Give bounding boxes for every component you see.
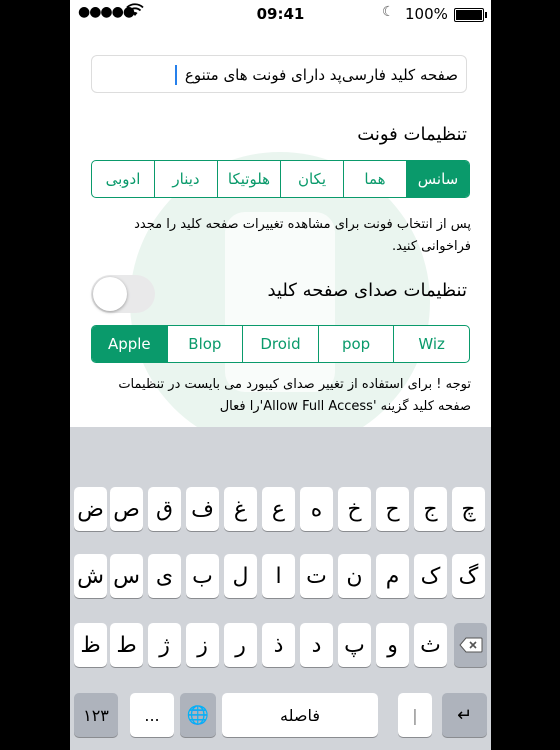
sound-note: توجه ! برای استفاده از تغییر صدای کیبورد می بایست در تنظیمات صفحه کلید گزینه 'Allow Full Access'را فعال	[118, 377, 471, 414]
globe-icon[interactable]: 🌐	[180, 693, 216, 737]
backspace-key[interactable]	[454, 623, 487, 667]
clock: 09:41	[256, 5, 305, 23]
battery-percent: 100%	[405, 5, 448, 23]
key[interactable]: ش	[74, 554, 107, 598]
key[interactable]: ف	[186, 487, 219, 531]
key[interactable]: خ	[338, 487, 371, 531]
status-bar	[70, 0, 491, 28]
key[interactable]: ن	[338, 554, 371, 598]
sound-settings-title: تنظیمات صدای صفحه کلید	[267, 280, 467, 301]
toggle-knob	[93, 277, 127, 311]
font-settings-title: تنظیمات فونت	[357, 124, 467, 145]
zwnj-key[interactable]: |	[398, 693, 432, 737]
font-option-helvetica[interactable]: هلوتیکا	[217, 161, 280, 197]
key[interactable]: پ	[338, 623, 371, 667]
key[interactable]: چ	[452, 487, 485, 531]
key[interactable]: گ	[452, 554, 485, 598]
text-input[interactable]: صفحه کلید فارسی‌پد دارای فونت های متنوع	[91, 55, 467, 93]
key[interactable]: ص	[110, 487, 143, 531]
sound-option-wiz[interactable]: Wiz	[418, 335, 445, 353]
key[interactable]: ت	[300, 554, 333, 598]
key[interactable]: ح	[376, 487, 409, 531]
space-key[interactable]: فاصله	[222, 693, 378, 737]
key[interactable]: ج	[414, 487, 447, 531]
keyboard-row-1	[70, 487, 491, 535]
dots-key[interactable]: ...	[130, 693, 174, 737]
persian-keyboard	[70, 427, 491, 750]
key[interactable]: و	[376, 623, 409, 667]
font-option-sans[interactable]: سانس	[406, 161, 469, 197]
key[interactable]: ل	[224, 554, 257, 598]
key[interactable]: ر	[224, 623, 257, 667]
key[interactable]: ژ	[148, 623, 181, 667]
key[interactable]: ظ	[74, 623, 107, 667]
key[interactable]: ع	[262, 487, 295, 531]
font-note: پس از انتخاب فونت برای مشاهده تغییرات صفحه کلید را مجدد فراخوانی کنید.	[134, 217, 471, 254]
key[interactable]: ه	[300, 487, 333, 531]
backspace-icon	[459, 637, 483, 653]
key[interactable]: ذ	[262, 623, 295, 667]
battery-icon	[454, 8, 484, 22]
key[interactable]: ض	[74, 487, 107, 531]
key[interactable]: ق	[148, 487, 181, 531]
phone-screen	[70, 0, 491, 750]
font-option-dinar[interactable]: دینار	[154, 161, 217, 197]
font-option-yekan[interactable]: یکان	[280, 161, 343, 197]
font-selector	[91, 160, 470, 198]
key[interactable]: غ	[224, 487, 257, 531]
key[interactable]: ک	[414, 554, 447, 598]
key[interactable]: ا	[262, 554, 295, 598]
key[interactable]: ب	[186, 554, 219, 598]
keyboard-row-2	[70, 554, 491, 602]
key[interactable]: م	[376, 554, 409, 598]
sound-selector	[91, 325, 470, 363]
sound-option-apple[interactable]: Apple	[92, 326, 168, 362]
text-caret	[175, 65, 177, 85]
sound-option-pop[interactable]: pop	[319, 326, 395, 362]
key[interactable]: ی	[148, 554, 181, 598]
sound-option-blop[interactable]: Blop	[168, 326, 244, 362]
key[interactable]: س	[110, 554, 143, 598]
numbers-key[interactable]: ۱۲۳	[74, 693, 118, 737]
font-option-adobe[interactable]: ادوبی	[105, 170, 141, 188]
font-option-homa[interactable]: هما	[343, 161, 406, 197]
sound-toggle[interactable]	[91, 275, 155, 313]
key[interactable]: ث	[414, 623, 447, 667]
keyboard-row-4	[70, 693, 491, 741]
keyboard-row-3	[70, 623, 491, 671]
key[interactable]: ط	[110, 623, 143, 667]
sound-option-droid[interactable]: Droid	[243, 326, 319, 362]
return-key[interactable]: ↵	[442, 693, 487, 737]
signal-icon: ●●●●●	[78, 4, 135, 20]
key[interactable]: ز	[186, 623, 219, 667]
moon-icon: ☾	[382, 4, 395, 20]
key[interactable]: د	[300, 623, 333, 667]
